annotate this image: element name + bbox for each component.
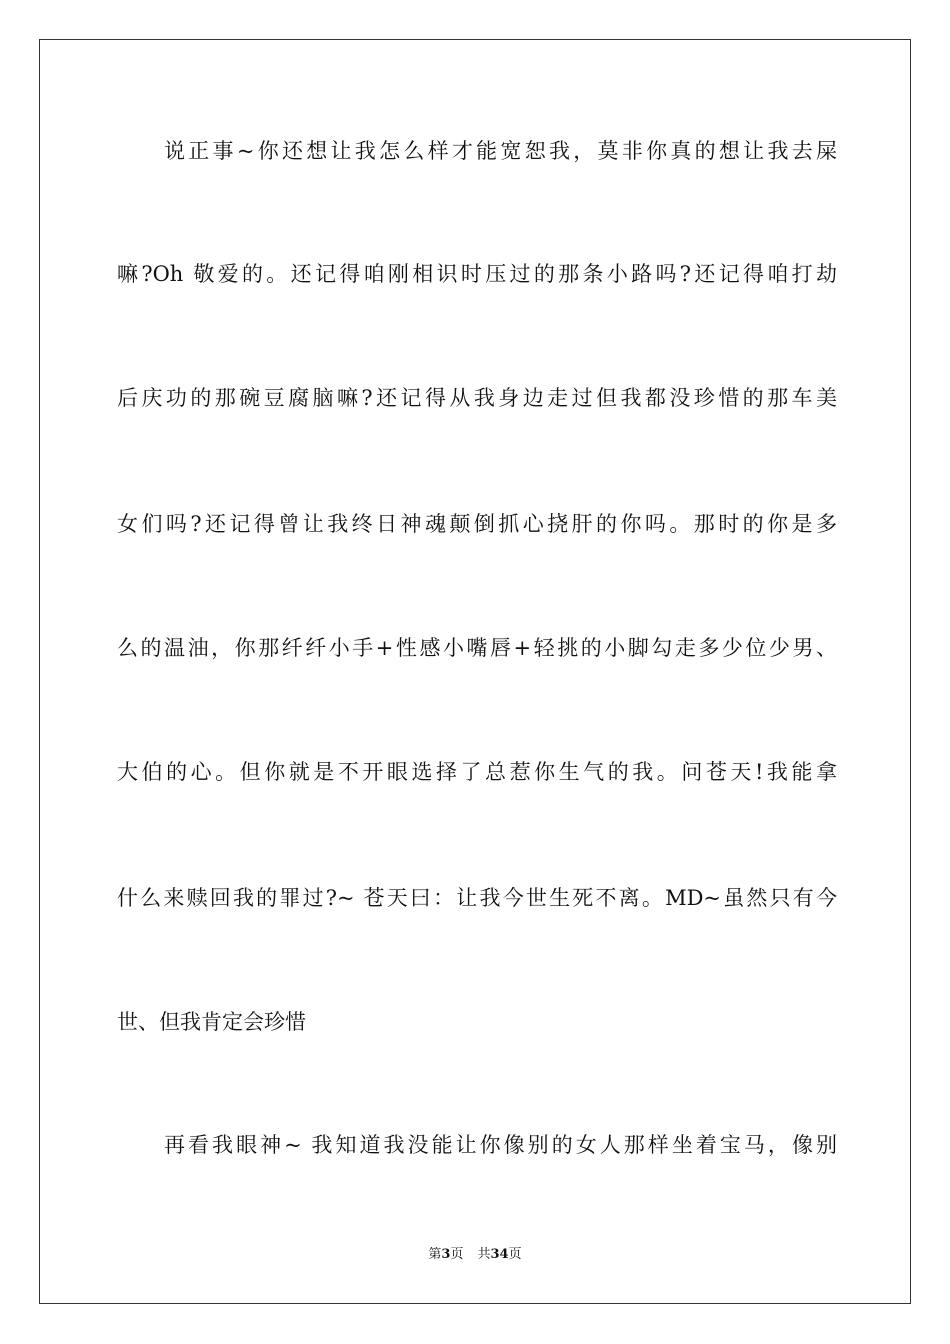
body-text-line: 女们吗?还记得曾让我终日神魂颠倒抓心挠肝的你吗。那时的你是多	[117, 512, 837, 536]
page-suffix: 页	[450, 1247, 464, 1262]
body-text-line: 后庆功的那碗豆腐脑嘛?还记得从我身边走过但我都没珍惜的那车美	[117, 386, 837, 410]
body-text-line: 世、但我肯定会珍惜	[117, 1010, 306, 1034]
body-text-line: 什么来赎回我的罪过?~ 苍天曰：让我今世生死不离。MD~虽然只有今	[117, 886, 837, 910]
page-number: 3	[441, 1247, 451, 1262]
body-text-line: 再看我眼神~ 我知道我没能让你像别的女人那样坐着宝马，像别	[164, 1133, 837, 1157]
body-text-line: 嘛?Oh 敬爱的。还记得咱刚相识时压过的那条小路吗?还记得咱打劫	[117, 262, 837, 286]
body-text-line: 大伯的心。但你就是不开眼选择了总惹你生气的我。问苍天!我能拿	[117, 760, 837, 784]
total-pages: 34	[490, 1247, 509, 1262]
page-border	[39, 39, 911, 1304]
total-prefix: 共	[477, 1247, 491, 1262]
total-suffix: 页	[508, 1247, 522, 1262]
page-footer	[0, 1246, 950, 1264]
page-prefix: 第	[428, 1247, 442, 1262]
body-text-line: 说正事~你还想让我怎么样才能宽恕我，莫非你真的想让我去屎	[164, 139, 837, 163]
body-text-line: 么的温油，你那纤纤小手+性感小嘴唇+轻挑的小脚勾走多少位少男、	[117, 636, 837, 660]
